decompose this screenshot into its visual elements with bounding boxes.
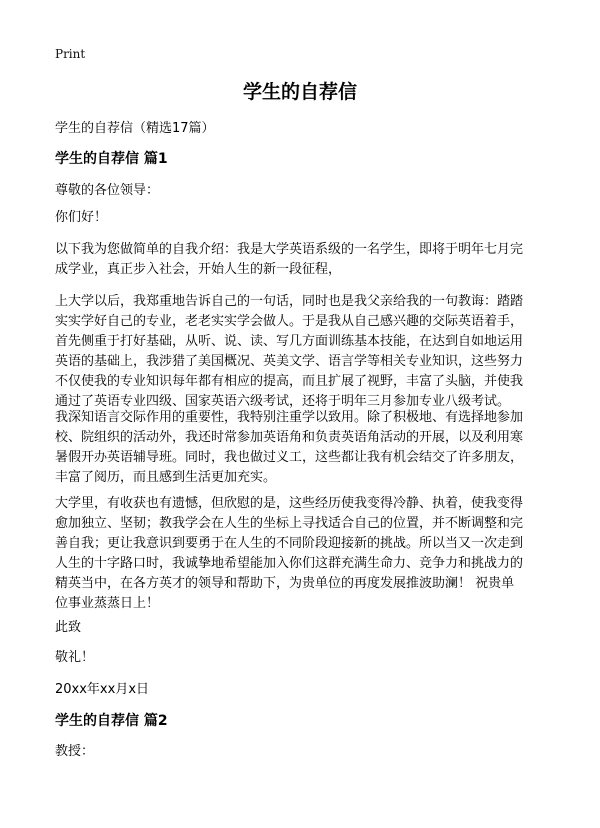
- paragraph-line: 以下我为您做简单的自我介绍：我是大学英语系级的一名学生，即将于明年七月完: [55, 242, 524, 257]
- section-heading-2: 学生的自荐信 篇2: [55, 713, 168, 729]
- paragraph-line: 不仅使我的专业知识每年都有相应的提高，而且扩展了视野，丰富了头脑，并使我: [55, 374, 524, 389]
- print-link[interactable]: Print: [55, 47, 86, 61]
- paragraph-line: 成学业，真正步入社会，开始人生的新一段征程，: [55, 262, 342, 277]
- paragraph-line: 实实学好自己的专业，老老实实学会做人。于是我从自己感兴趣的交际英语着手，: [55, 314, 524, 329]
- paragraph-line: 我深知语言交际作用的重要性，我特别注重学以致用。除了积极地、有选择地参加: [55, 410, 524, 425]
- paragraph-activities: [55, 408, 550, 488]
- paragraph-line: 愈加独立、坚韧；教我学会在人生的坐标上寻找适合自己的位置，并不断调整和完: [55, 516, 524, 531]
- paragraph-line: 位事业蒸蒸日上！: [55, 596, 160, 611]
- closing-line-1: 此致: [55, 620, 82, 635]
- document-subtitle: 学生的自荐信（精选17篇）: [55, 121, 215, 136]
- paragraph-line: 通过了英语专业四级、国家英语六级考试，还将于明年三月参加专业八级考试。: [55, 394, 511, 409]
- paragraph-intro: [55, 240, 550, 280]
- paragraph-line: 丰富了阅历，而且感到生活更加充实。: [55, 470, 277, 485]
- paragraph-line: 英语的基础上，我涉猎了美国概况、英美文学、语言学等相关专业知识，这些努力: [55, 354, 524, 369]
- closing-line-2: 敬礼！: [55, 650, 95, 665]
- paragraph-line: 人生的十字路口时，我诚挚地希望能加入你们这群充满生命力、竞争力和挑战力的: [55, 556, 524, 571]
- paragraph-line: 善自我；更让我意识到要勇于在人生的不同阶段迎接新的挑战。所以当又一次走到: [55, 536, 524, 551]
- salutation-2: 教授：: [55, 744, 95, 759]
- paragraph-line: 精英当中，在各方英才的领导和帮助下，为贵单位的再度发展推波助澜！ 祝贵单: [55, 576, 515, 591]
- salutation-1: 尊敬的各位领导：: [55, 183, 160, 198]
- paragraph-line: 首先侧重于打好基础，从听、说、读、写几方面训练基本技能，在达到自如地运用: [55, 334, 524, 349]
- paragraph-line: 大学里，有收获也有遗憾，但欣慰的是，这些经历使我变得冷静、执着，使我变得: [55, 496, 524, 511]
- paragraph-conclusion: [55, 494, 550, 614]
- paragraph-line: 校、院组织的活动外，我还时常参加英语角和负责英语角活动的开展，以及利用寒: [55, 430, 524, 445]
- paragraph-line: 暑假开办英语辅导班。同时，我也做过义工，这些都让我有机会结交了许多朋友，: [55, 450, 524, 465]
- page-title: 学生的自荐信: [242, 81, 357, 103]
- letter-date: 20xx年xx月x日: [55, 682, 150, 697]
- paragraph-study: [55, 292, 550, 412]
- paragraph-line: 上大学以后，我郑重地告诉自己的一句话，同时也是我父亲给我的一句教诲：踏踏: [55, 294, 524, 309]
- section-heading-1: 学生的自荐信 篇1: [55, 151, 168, 167]
- greeting-1: 你们好！: [55, 210, 108, 225]
